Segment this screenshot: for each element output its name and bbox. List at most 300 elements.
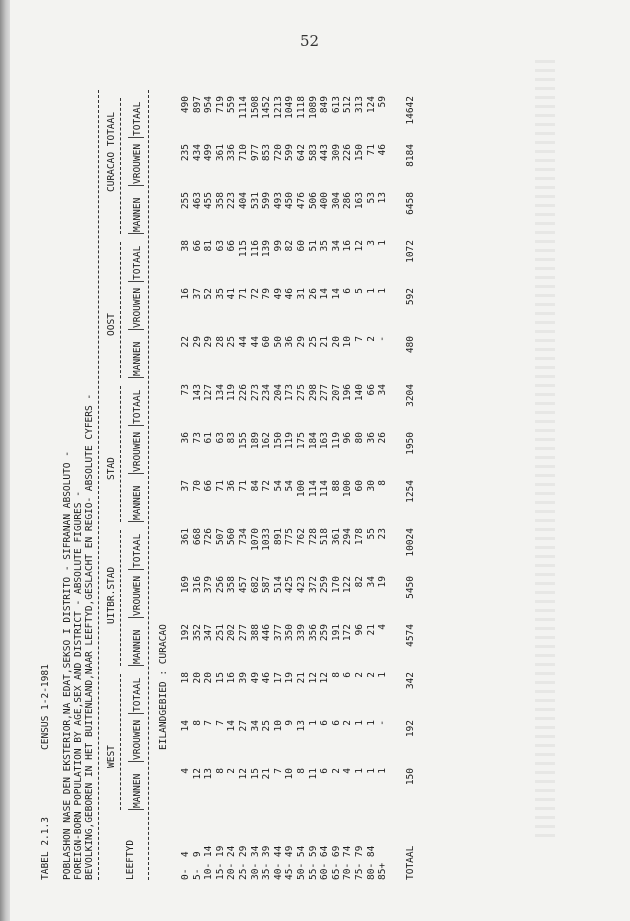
table-row-cell: 3: [365, 240, 377, 246]
table-row-cell: 19: [284, 672, 296, 684]
table-row-cell: 34: [365, 576, 377, 588]
table-row-cell: 202: [226, 624, 238, 642]
table-row-cell: 2: [354, 672, 365, 678]
table-row-cell: 493: [272, 192, 284, 210]
table-row-cell: 26: [377, 432, 389, 444]
table-row-cell: 82: [354, 576, 365, 588]
subcolumn-header: MANNEN: [132, 773, 143, 808]
total-row-cell: 592: [404, 288, 416, 306]
table-row-cell: 775: [284, 528, 296, 546]
table-row-cell: 37: [191, 288, 203, 300]
table-row-cell: 1118: [296, 96, 307, 119]
table-row-cell: 21: [319, 336, 331, 348]
subcolumn-header: MANNEN: [132, 341, 143, 376]
table-row-cell: 1508: [249, 96, 261, 119]
table-row-cell: 891: [272, 528, 284, 546]
table-row-cell: 425: [284, 576, 296, 594]
table-row-cell: 309: [330, 144, 342, 162]
column-divider: [128, 761, 144, 762]
table-row-cell: 1114: [238, 96, 249, 119]
table-row-cell: 13: [203, 768, 215, 780]
header-top-rule: [98, 90, 99, 880]
table-row-cell: 60: [261, 336, 273, 348]
table-row-cell: 443: [319, 144, 331, 162]
table-row-cell: 25: [261, 720, 273, 732]
table-row-cell: 226: [238, 384, 249, 402]
table-row-cell: 12: [354, 240, 365, 252]
table-row-cell: 388: [249, 624, 261, 642]
subcolumn-header: VROUWEN: [132, 431, 143, 472]
table-row-cell: 8: [377, 480, 389, 486]
title-dutch: BEVOLKING,GEBOREN IN HET BUITENLAND,NAAR LEEFTYD,GESLACHT EN REGIO- ABSOLUTE CYFERS -: [84, 393, 95, 880]
table-row-cell: 52: [203, 288, 215, 300]
column-divider: [128, 377, 144, 378]
table-row-cell: 114: [307, 480, 319, 498]
table-row-cell: 226: [342, 144, 354, 162]
table-row-cell: 10: [342, 336, 354, 348]
table-row-cell: 977: [249, 144, 261, 162]
table-row-cell: 234: [261, 384, 273, 402]
table-row-age: 15- 19: [214, 845, 226, 880]
table-row-cell: 273: [249, 384, 261, 402]
total-row-cell: 4574: [404, 624, 416, 647]
table-row-cell: 2: [342, 720, 354, 726]
table-row-cell: 361: [214, 144, 226, 162]
table-row-cell: 476: [296, 192, 307, 210]
table-row-cell: 173: [284, 384, 296, 402]
table-row-cell: 34: [249, 720, 261, 732]
table-row-cell: 79: [261, 288, 273, 300]
table-row-cell: 12: [319, 672, 331, 684]
table-row-cell: 66: [203, 480, 215, 492]
table-row-cell: 27: [238, 720, 249, 732]
table-row-cell: 196: [342, 384, 354, 402]
table-row-cell: 6: [319, 768, 331, 774]
table-row-cell: 518: [319, 528, 331, 546]
table-row-cell: 7: [203, 720, 215, 726]
total-row-cell: 8184: [404, 144, 416, 167]
table-row-age: 20- 24: [226, 845, 238, 880]
table-row-cell: 400: [319, 192, 331, 210]
table-row-cell: 175: [296, 432, 307, 450]
table-row-cell: 29: [191, 336, 203, 348]
table-row-cell: 63: [214, 432, 226, 444]
table-row-cell: 1: [377, 240, 389, 246]
table-row-cell: 96: [342, 432, 354, 444]
table-row-cell: 507: [214, 528, 226, 546]
column-divider: [128, 665, 144, 666]
table-row-cell: 734: [238, 528, 249, 546]
group-header: OOST: [106, 313, 117, 336]
rotated-table: [40, 80, 600, 880]
table-row-cell: 71: [214, 480, 226, 492]
table-row-cell: -: [377, 720, 389, 726]
table-row-cell: 66: [191, 240, 203, 252]
column-divider: [128, 425, 144, 426]
table-row-cell: 499: [203, 144, 215, 162]
table-row-cell: 560: [226, 528, 238, 546]
table-row-cell: 35: [214, 288, 226, 300]
table-row-cell: 294: [342, 528, 354, 546]
census-label: CENSUS 1-2-1981: [40, 664, 51, 750]
group-header: WEST: [106, 745, 117, 768]
table-row-cell: 15: [249, 768, 261, 780]
table-row-age: 55- 59: [307, 845, 319, 880]
table-row-cell: 361: [330, 528, 342, 546]
table-row-cell: 286: [342, 192, 354, 210]
table-row-cell: 313: [354, 96, 365, 114]
table-row-cell: 83: [226, 432, 238, 444]
table-row-cell: 404: [238, 192, 249, 210]
subcolumn-header: MANNEN: [132, 197, 143, 232]
table-row-cell: 304: [330, 192, 342, 210]
column-divider: [128, 233, 144, 234]
table-row-cell: 15: [214, 672, 226, 684]
table-row-cell: 2: [330, 768, 342, 774]
table-row-cell: 191: [330, 624, 342, 642]
column-divider: [128, 137, 144, 138]
table-row-cell: 450: [284, 192, 296, 210]
subcolumn-header: VROUWEN: [132, 719, 143, 760]
table-row-cell: 100: [342, 480, 354, 498]
table-row-cell: 36: [365, 432, 377, 444]
table-row-cell: 16: [342, 240, 354, 252]
table-row-cell: 668: [191, 528, 203, 546]
table-row-cell: 51: [307, 240, 319, 252]
table-row-cell: 2: [365, 336, 377, 342]
total-row-cell: 1072: [404, 240, 416, 263]
table-row-cell: 34: [377, 384, 389, 396]
table-row-cell: 347: [203, 624, 215, 642]
table-row-cell: -: [377, 336, 389, 342]
table-row-cell: 54: [284, 480, 296, 492]
table-row-cell: 642: [296, 144, 307, 162]
table-row-cell: 20: [191, 672, 203, 684]
table-row-cell: 14: [226, 720, 238, 732]
total-row-cell: 1950: [404, 432, 416, 455]
page-edge-shadow: [0, 0, 10, 921]
column-divider: [128, 809, 144, 810]
table-row-cell: 25: [226, 336, 238, 348]
table-row-cell: 1: [354, 768, 365, 774]
table-row-cell: 66: [226, 240, 238, 252]
table-row-cell: 140: [354, 384, 365, 402]
table-row-cell: 719: [214, 96, 226, 114]
table-row-cell: 587: [261, 576, 273, 594]
table-row-cell: 115: [238, 240, 249, 258]
page-number: 52: [300, 32, 320, 50]
table-row-cell: 71: [365, 144, 377, 156]
total-row-age: TOTAAL: [404, 845, 416, 880]
table-row-cell: 1033: [261, 528, 273, 551]
table-row-cell: 41: [226, 288, 238, 300]
table-row-cell: 29: [203, 336, 215, 348]
table-row-age: 5- 9: [191, 851, 203, 880]
table-row-cell: 455: [203, 192, 215, 210]
age-column-header: LEEFTYD: [125, 839, 136, 880]
subcolumn-header: TOTAAL: [132, 245, 143, 280]
table-row-cell: 22: [180, 336, 191, 348]
table-row-cell: 114: [319, 480, 331, 498]
table-row-cell: 73: [180, 384, 191, 396]
table-row-cell: 352: [191, 624, 203, 642]
subcolumn-header: TOTAAL: [132, 101, 143, 136]
table-row-cell: 256: [214, 576, 226, 594]
table-row-cell: 25: [307, 336, 319, 348]
table-row-cell: 36: [226, 480, 238, 492]
table-row-cell: 1: [377, 768, 389, 774]
table-row-cell: 11: [307, 768, 319, 780]
table-row-cell: 17: [272, 672, 284, 684]
table-row-cell: 259: [319, 624, 331, 642]
table-row-cell: 70: [191, 480, 203, 492]
table-row-cell: 434: [191, 144, 203, 162]
column-divider: [128, 713, 144, 714]
table-row-cell: 9: [284, 720, 296, 726]
table-row-cell: 21: [296, 672, 307, 684]
table-row-cell: 853: [261, 144, 273, 162]
table-row-cell: 720: [272, 144, 284, 162]
table-row-cell: 8: [191, 720, 203, 726]
table-row-cell: 34: [330, 240, 342, 252]
table-row-cell: 235: [180, 144, 191, 162]
table-row-age: 10- 14: [203, 845, 215, 880]
table-row-cell: 8: [214, 768, 226, 774]
table-row-cell: 44: [238, 336, 249, 348]
total-row-cell: 14642: [404, 96, 416, 125]
table-row-cell: 339: [296, 624, 307, 642]
table-row-cell: 16: [180, 288, 191, 300]
table-row-cell: 4: [180, 768, 191, 774]
table-row-cell: 12: [191, 768, 203, 780]
table-row-cell: 2: [226, 768, 238, 774]
column-divider: [128, 617, 144, 618]
table-row-cell: 6: [342, 672, 354, 678]
table-row-cell: 954: [203, 96, 215, 114]
table-row-cell: 73: [191, 432, 203, 444]
table-row-cell: 162: [261, 432, 273, 450]
table-row-cell: 122: [342, 576, 354, 594]
table-row-cell: 12: [307, 672, 319, 684]
column-divider: [128, 185, 144, 186]
table-row-cell: 14: [180, 720, 191, 732]
table-row-cell: 583: [307, 144, 319, 162]
table-row-cell: 599: [261, 192, 273, 210]
table-row-cell: 336: [226, 144, 238, 162]
table-row-cell: 1: [354, 720, 365, 726]
table-row-cell: 88: [330, 480, 342, 492]
section-label: EILANDGEBIED : CURACAO: [158, 624, 169, 750]
table-row-cell: 356: [307, 624, 319, 642]
table-row-cell: 119: [226, 384, 238, 402]
table-row-cell: 46: [261, 672, 273, 684]
table-row-cell: 96: [354, 624, 365, 636]
table-row-age: 30- 34: [249, 845, 261, 880]
table-row-cell: 16: [226, 672, 238, 684]
table-row-cell: 223: [226, 192, 238, 210]
table-row-cell: 358: [214, 192, 226, 210]
total-row-cell: 3204: [404, 384, 416, 407]
group-header: CURACAO TOTAAL: [106, 111, 117, 192]
table-row-cell: 54: [272, 480, 284, 492]
table-row-cell: 46: [377, 144, 389, 156]
table-row-cell: 18: [180, 672, 191, 684]
table-row-cell: 124: [365, 96, 377, 114]
table-row-cell: 155: [238, 432, 249, 450]
table-row-cell: 178: [354, 528, 365, 546]
table-row-cell: 71: [238, 480, 249, 492]
subcolumn-header: TOTAAL: [132, 389, 143, 424]
table-row-cell: 358: [226, 576, 238, 594]
total-row-cell: 192: [404, 720, 416, 738]
table-row-cell: 1: [365, 768, 377, 774]
table-row-cell: 72: [249, 288, 261, 300]
table-row-cell: 350: [284, 624, 296, 642]
table-row-cell: 531: [249, 192, 261, 210]
table-row-cell: 277: [319, 384, 331, 402]
group-rule: [120, 530, 121, 666]
table-row-cell: 134: [214, 384, 226, 402]
table-row-cell: 49: [249, 672, 261, 684]
table-row-cell: 21: [365, 624, 377, 636]
column-divider: [128, 521, 144, 522]
table-row-age: 65- 69: [330, 845, 342, 880]
table-row-cell: 204: [272, 384, 284, 402]
table-row-age: 75- 79: [354, 845, 365, 880]
table-row-cell: 10: [284, 768, 296, 780]
table-row-age: 0- 4: [180, 851, 191, 880]
table-row-cell: 55: [365, 528, 377, 540]
column-divider: [128, 473, 144, 474]
table-row-cell: 372: [307, 576, 319, 594]
table-label: TABEL 2.1.3: [40, 817, 51, 880]
table-row-cell: 29: [296, 336, 307, 348]
table-row-cell: 506: [307, 192, 319, 210]
table-row-cell: 31: [296, 288, 307, 300]
subcolumn-header: VROUWEN: [132, 143, 143, 184]
table-row-cell: 8: [330, 672, 342, 678]
table-row-cell: 21: [261, 768, 273, 780]
table-row-cell: 38: [180, 240, 191, 252]
table-row-cell: 163: [319, 432, 331, 450]
table-row-cell: 26: [307, 288, 319, 300]
table-row-cell: 172: [342, 624, 354, 642]
table-row-cell: 35: [319, 240, 331, 252]
header-bottom-rule: [148, 90, 149, 880]
table-row-cell: 39: [238, 672, 249, 684]
table-row-cell: 259: [319, 576, 331, 594]
table-row-cell: 7: [354, 336, 365, 342]
table-row-cell: 170: [330, 576, 342, 594]
table-row-age: 85+: [377, 862, 389, 880]
table-row-cell: 423: [296, 576, 307, 594]
table-row-cell: 1: [365, 288, 377, 294]
table-row-cell: 316: [191, 576, 203, 594]
table-row-cell: 463: [191, 192, 203, 210]
table-row-cell: 277: [238, 624, 249, 642]
table-row-cell: 116: [249, 240, 261, 258]
table-row-cell: 13: [296, 720, 307, 732]
table-row-cell: 80: [354, 432, 365, 444]
table-row-cell: 446: [261, 624, 273, 642]
table-row-cell: 150: [272, 432, 284, 450]
table-row-cell: 728: [307, 528, 319, 546]
table-row-cell: 251: [214, 624, 226, 642]
table-row-cell: 163: [354, 192, 365, 210]
table-row-cell: 710: [238, 144, 249, 162]
column-divider: [128, 569, 144, 570]
table-row-cell: 143: [191, 384, 203, 402]
table-row-cell: 1213: [272, 96, 284, 119]
table-row-cell: 10: [272, 720, 284, 732]
table-row-cell: 1: [365, 720, 377, 726]
table-row-cell: 20: [330, 336, 342, 348]
table-row-cell: 457: [238, 576, 249, 594]
table-row-cell: 275: [296, 384, 307, 402]
table-row-cell: 8: [296, 768, 307, 774]
table-row-cell: 37: [180, 480, 191, 492]
table-row-cell: 150: [354, 144, 365, 162]
group-rule: [120, 98, 121, 234]
table-row-cell: 99: [272, 240, 284, 252]
table-row-cell: 81: [203, 240, 215, 252]
table-row-cell: 7: [272, 768, 284, 774]
table-row-cell: 726: [203, 528, 215, 546]
group-rule: [120, 242, 121, 378]
table-row-cell: 72: [261, 480, 273, 492]
table-row-cell: 59: [377, 96, 389, 108]
table-row-cell: 7: [214, 720, 226, 726]
table-row-age: 70- 74: [342, 845, 354, 880]
table-row-cell: 559: [226, 96, 238, 114]
table-row-cell: 6: [330, 720, 342, 726]
table-row-cell: 1: [377, 288, 389, 294]
table-row-cell: 1: [377, 672, 389, 678]
table-row-cell: 514: [272, 576, 284, 594]
total-row-cell: 1254: [404, 480, 416, 503]
table-row-cell: 12: [238, 768, 249, 780]
table-row-cell: 119: [284, 432, 296, 450]
total-row-cell: 6458: [404, 192, 416, 215]
table-row-cell: 60: [296, 240, 307, 252]
table-row-cell: 139: [261, 240, 273, 258]
table-row-cell: 379: [203, 576, 215, 594]
table-row-cell: 897: [191, 96, 203, 114]
table-row-cell: 127: [203, 384, 215, 402]
table-row-age: 45- 49: [284, 845, 296, 880]
table-row-cell: 60: [354, 480, 365, 492]
table-row-cell: 6: [319, 720, 331, 726]
table-row-cell: 762: [296, 528, 307, 546]
table-row-cell: 44: [249, 336, 261, 348]
table-row-age: 60- 64: [319, 845, 331, 880]
total-row-cell: 5450: [404, 576, 416, 599]
group-rule: [120, 674, 121, 810]
subcolumn-header: MANNEN: [132, 485, 143, 520]
table-row-cell: 361: [180, 528, 191, 546]
table-row-cell: 599: [284, 144, 296, 162]
table-row-cell: 100: [296, 480, 307, 498]
table-row-cell: 490: [180, 96, 191, 114]
table-row-cell: 1089: [307, 96, 319, 119]
table-row-cell: 613: [330, 96, 342, 114]
subcolumn-header: TOTAAL: [132, 677, 143, 712]
table-row-cell: 84: [249, 480, 261, 492]
table-row-cell: 1452: [261, 96, 273, 119]
table-row-cell: 4: [377, 624, 389, 630]
table-row-cell: 682: [249, 576, 261, 594]
table-row-cell: 63: [214, 240, 226, 252]
